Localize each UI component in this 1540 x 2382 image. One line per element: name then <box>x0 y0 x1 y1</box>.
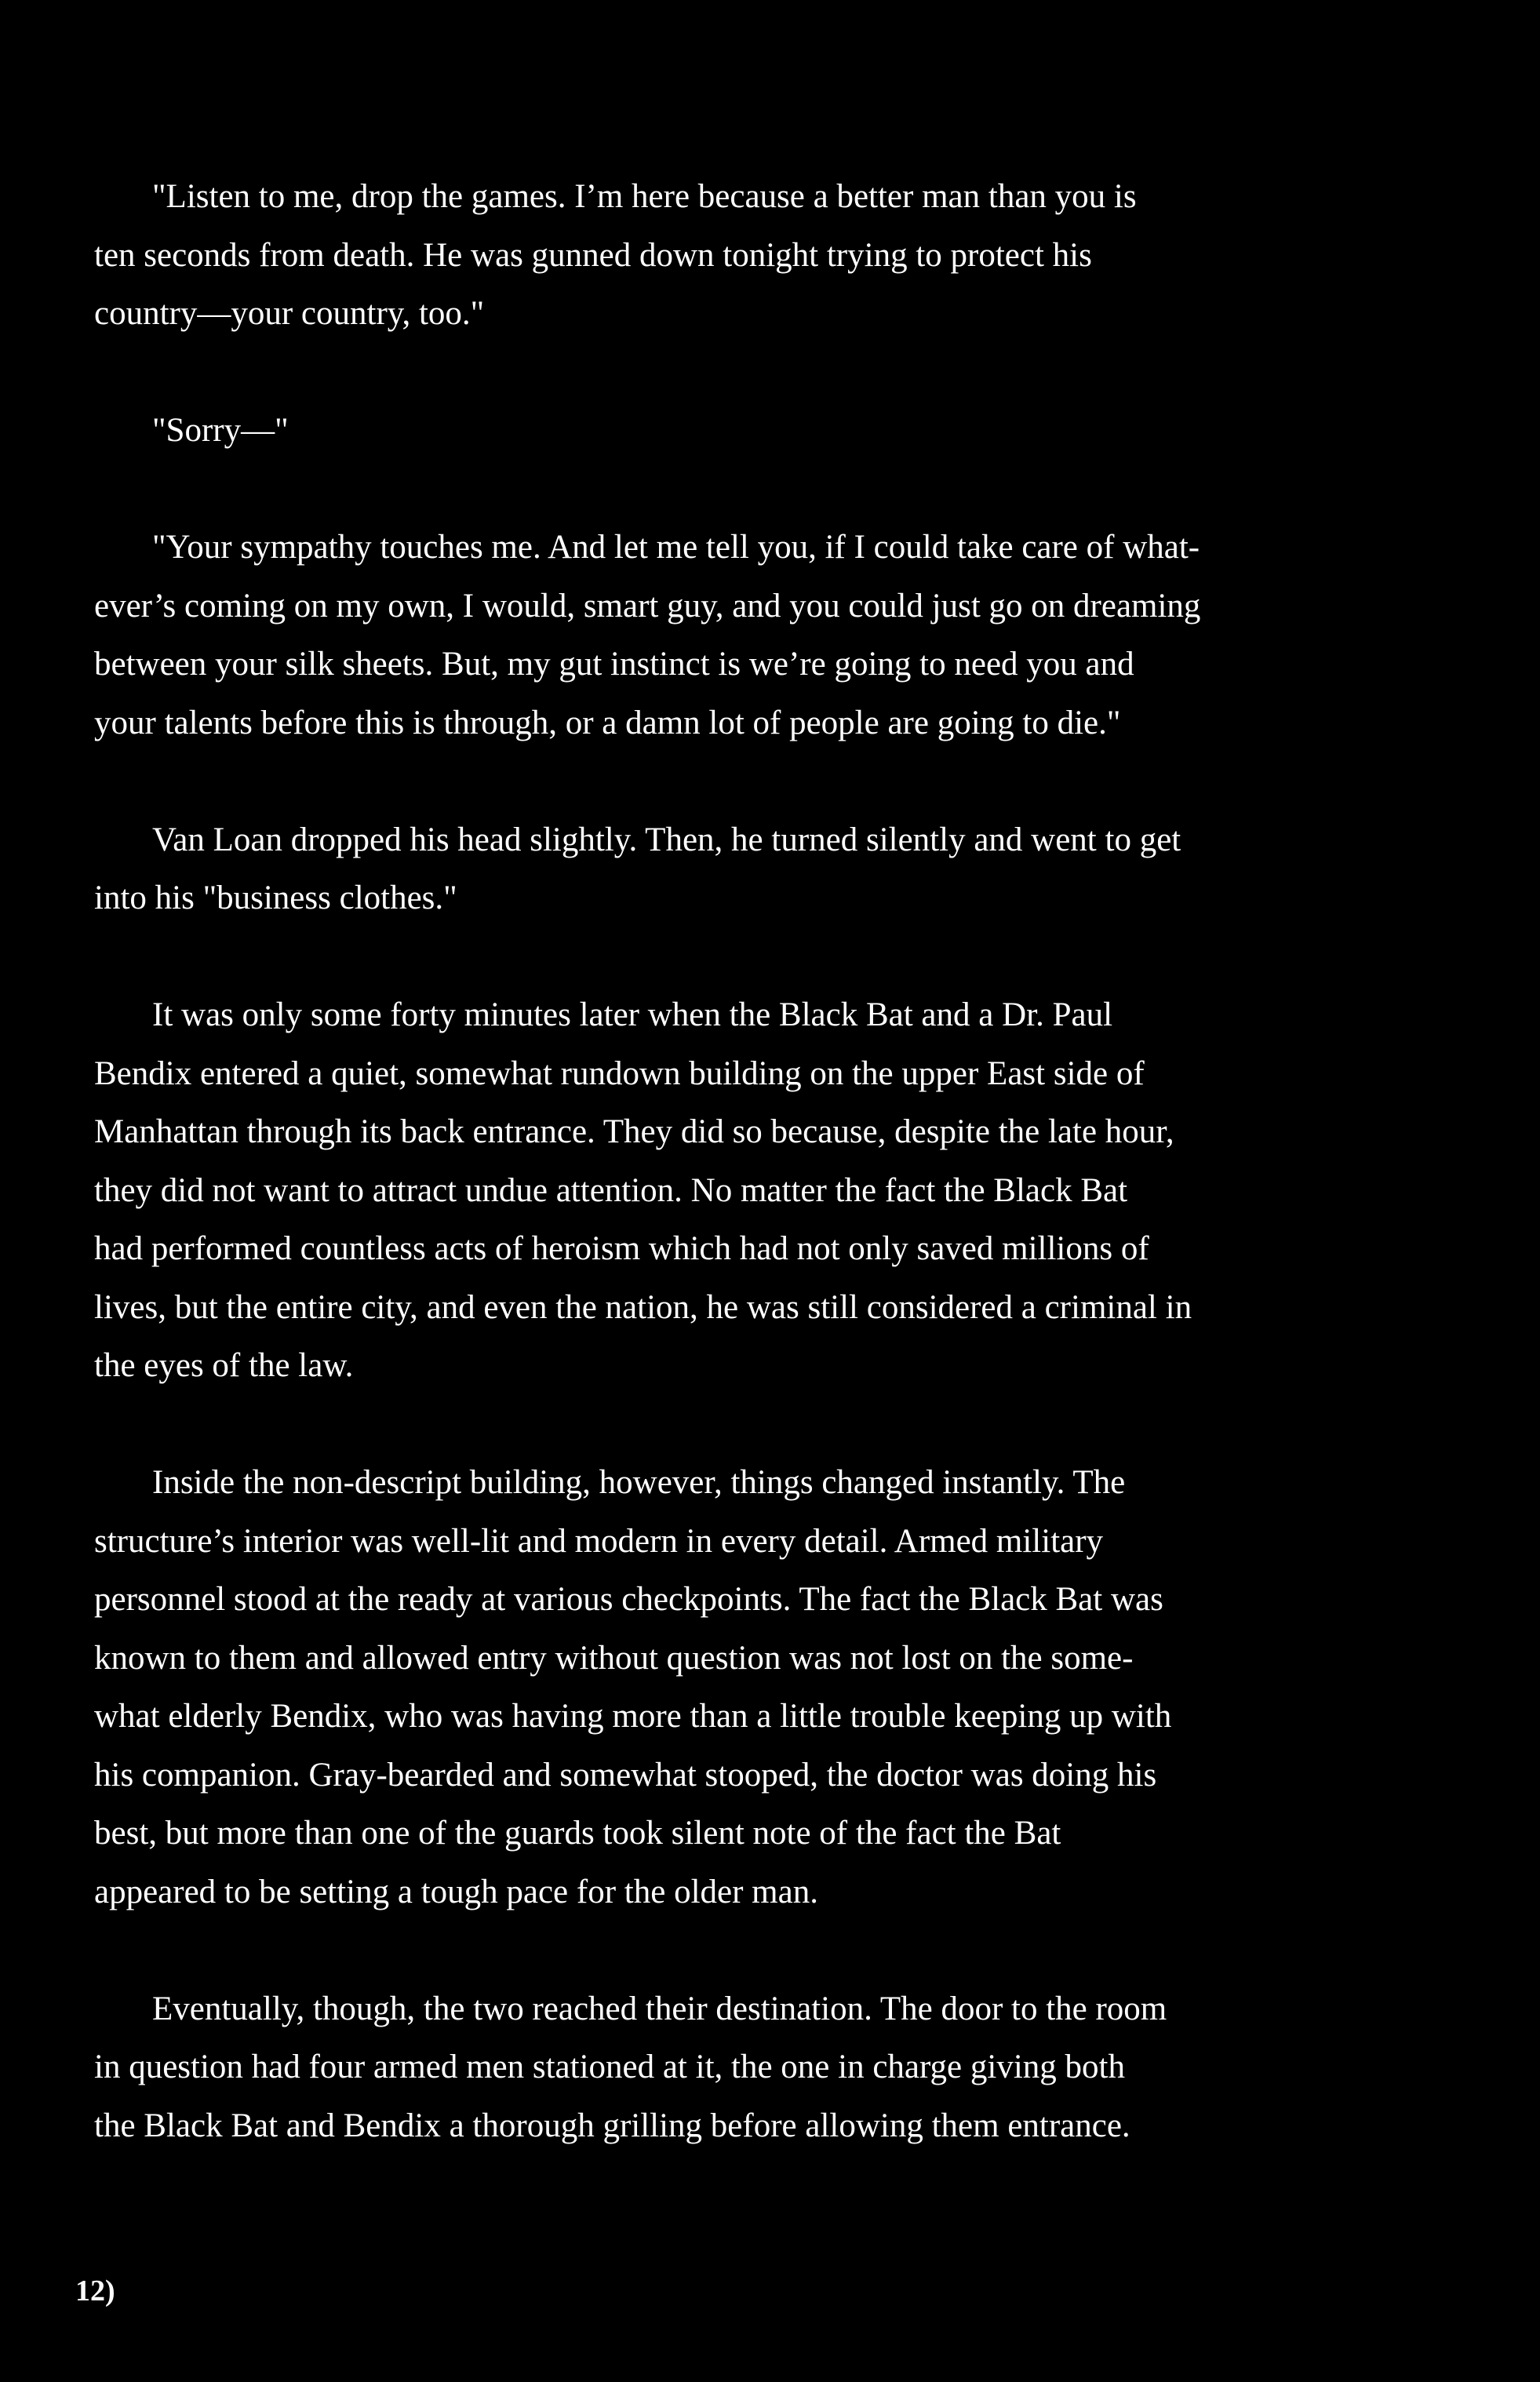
text-line: "Sorry—" <box>152 412 289 449</box>
text-line: best, but more than one of the guards took silent note of the fact the Bat <box>94 1815 1061 1852</box>
page-number: 12) <box>75 2275 115 2307</box>
text-line: the Black Bat and Bendix a thorough grilling before allowing them entrance. <box>94 2107 1130 2144</box>
paragraph <box>94 168 1459 344</box>
text-line: his companion. Gray-bearded and somewhat stooped, the doctor was doing his <box>94 1756 1157 1794</box>
paragraph <box>94 519 1459 752</box>
paragraph <box>94 1980 1459 2156</box>
text-line: appeared to be setting a tough pace for the older man. <box>94 1873 818 1910</box>
paragraph <box>94 1454 1459 1921</box>
text-line: your talents before this is through, or a damn lot of people are going to die." <box>94 704 1121 741</box>
paragraph <box>94 811 1459 928</box>
paragraph <box>94 402 1459 461</box>
text-line: ten seconds from death. He was gunned down tonight trying to protect his <box>94 236 1092 274</box>
text-line: in question had four armed men stationed at it, the one in charge giving both <box>94 2049 1125 2085</box>
text-line: Bendix entered a quiet, somewhat rundown building on the upper East side of <box>94 1054 1145 1092</box>
text-line: Inside the non-descript building, however, things changed instantly. The <box>152 1464 1126 1501</box>
text-line: Van Loan dropped his head slightly. Then, he turned silently and went to get <box>152 821 1181 858</box>
text-line: between your silk sheets. But, my gut instinct is we’re going to need you and <box>94 646 1134 683</box>
text-line: Eventually, though, the two reached their destination. The door to the room <box>152 1990 1167 2027</box>
text-line: It was only some forty minutes later when the Black Bat and a Dr. Paul <box>152 996 1113 1033</box>
text-line: country—your country, too." <box>94 295 485 332</box>
text-line: "Listen to me, drop the games. I’m here because a better man than you is <box>152 178 1137 215</box>
text-line: structure’s interior was well-lit and modern in every detail. Armed military <box>94 1522 1104 1560</box>
text-line: lives, but the entire city, and even the nation, he was still considered a criminal in <box>94 1288 1192 1326</box>
text-line: had performed countless acts of heroism which had not only saved millions of <box>94 1230 1149 1267</box>
text-line: into his "business clothes." <box>94 880 457 916</box>
text-line: "Your sympathy touches me. And let me tell you, if I could take care of what- <box>152 529 1200 566</box>
body-text <box>94 168 1459 2214</box>
text-line: Manhattan through its back entrance. They did so because, despite the late hour, <box>94 1113 1174 1150</box>
text-line: ever’s coming on my own, I would, smart guy, and you could just go on dreaming <box>94 587 1201 625</box>
paragraph <box>94 986 1459 1396</box>
text-line: the eyes of the law. <box>94 1347 354 1384</box>
text-line: what elderly Bendix, who was having more than a little trouble keeping up with <box>94 1698 1172 1735</box>
text-line: they did not want to attract undue attention. No matter the fact the Black Bat <box>94 1171 1128 1209</box>
text-line: personnel stood at the ready at various checkpoints. The fact the Black Bat was <box>94 1581 1163 1618</box>
text-line: known to them and allowed entry without question was not lost on the some- <box>94 1639 1134 1677</box>
